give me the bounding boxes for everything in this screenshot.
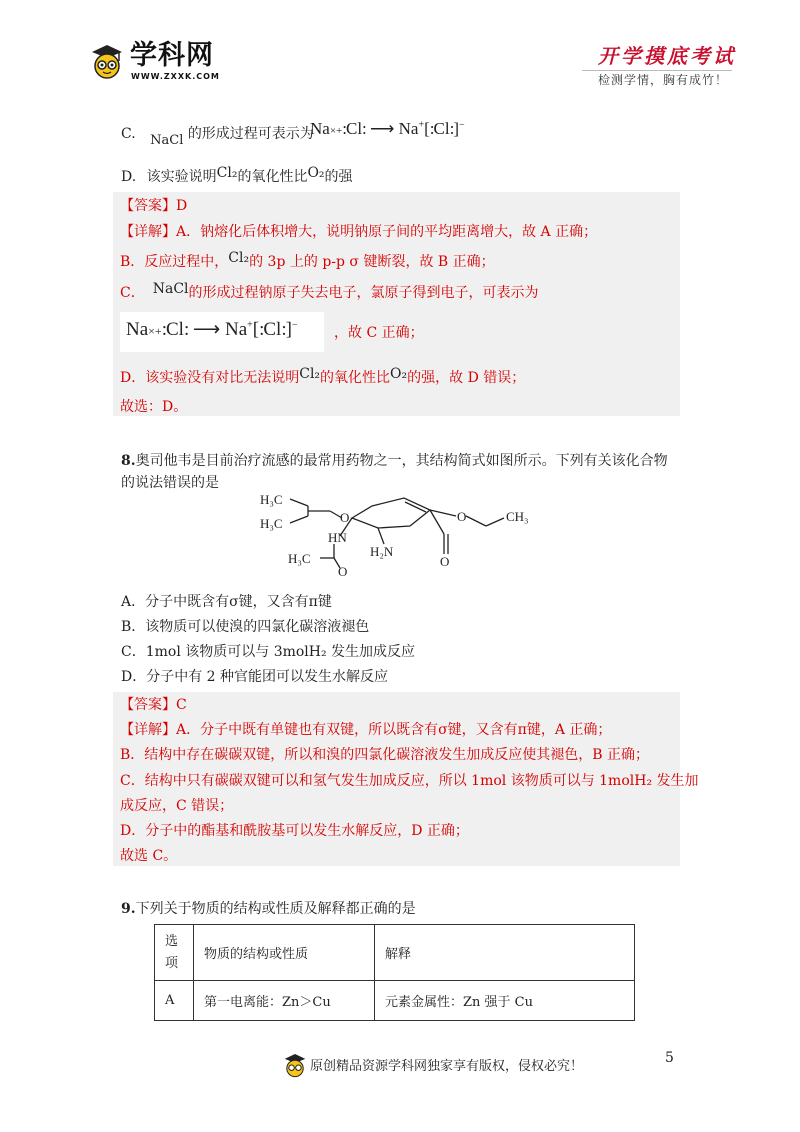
q7-detail-a: 【详解】A．钠熔化后体积增大，说明钠原子间的平均距离增大，故 A 正确； — [120, 224, 598, 240]
label-h3c-3: H₃C — [288, 551, 311, 566]
label-h3c-2: H₃C — [260, 516, 283, 531]
label-o-ether: O — [340, 510, 350, 525]
page-number: 5 — [665, 1050, 674, 1066]
q8-option-d: D．分子中有 2 种官能团可以发生水解反应 — [121, 669, 389, 685]
q7-option-d: D. 该实验说明Cl₂的氧化性比O₂的强 — [121, 165, 353, 185]
q8-option-c: C．1mol 该物质可以与 3molH₂ 发生加成反应 — [121, 644, 416, 660]
table-header-row — [155, 925, 635, 981]
q9-stem: 9.下列关于物质的结构或性质及解释都正确的是 — [121, 901, 416, 917]
q7-answer: 【答案】D — [120, 198, 188, 214]
header-cell-property: 物质的结构或性质 — [194, 925, 375, 981]
footer-copyright: 原创精品资源学科网独家享有版权，侵权必究！ — [310, 1059, 584, 1074]
q8-detail-c: C．结构中只有碳碳双键可以和氢气发生加成反应，所以 1mol 该物质可以与 1molH₂ 发生加 — [120, 773, 699, 789]
oseltamivir-structure — [260, 488, 560, 576]
q7-detail-c: C． NaCl的形成过程钠原子失去电子，氯原子得到电子，可表示为 — [120, 281, 539, 301]
q7-conclusion: 故选：D。 — [120, 399, 188, 415]
q8-answer: 【答案】C — [120, 697, 187, 713]
q8-detail-c-cont: 成反应，C 错误； — [120, 798, 234, 814]
slogan-sub: 检测学情，胸有成竹！ — [598, 73, 729, 87]
slogan-title: 开学摸底考试 — [598, 44, 736, 68]
slogan-rule — [582, 70, 732, 71]
logo-mascot-icon — [88, 42, 126, 80]
logo-name: 学科网 — [130, 40, 214, 71]
q7-detail-d: D．该实验没有对比无法说明Cl₂的氧化性比O₂的强，故 D 错误； — [120, 366, 526, 386]
q8-option-a: A．分子中既含有σ键，又含有π键 — [121, 594, 332, 610]
formula-nacl-formation-2: Na×+:Cl: ⟶ Na+[:Cl:]− — [126, 319, 298, 340]
q7-option-c: C. NaCl 的形成过程可表示为 — [121, 126, 314, 148]
header-cell-option: 选 项 — [155, 925, 194, 981]
logo-url: WWW.ZXXK.COM — [131, 72, 220, 81]
label-o-amide: O — [338, 564, 348, 576]
footer-mascot-icon — [282, 1052, 308, 1078]
q9-table — [154, 924, 635, 1021]
q8-detail-b: B．结构中存在碳碳双键，所以和溴的四氯化碳溶液发生加成反应使其褪色，B 正确； — [120, 747, 650, 763]
q8-stem: 8.奥司他韦是目前治疗流感的最常用药物之一，其结构简式如图所示。下列有关该化合物 的说法错误的是 — [121, 453, 668, 491]
label-o-carbonyl: O — [440, 554, 450, 569]
table-row: A 第一电离能：Zn＞Cu 元素金属性：Zn 强于 Cu — [155, 981, 635, 1021]
q8-conclusion: 故选 C。 — [120, 848, 178, 864]
header-cell-explanation: 解释 — [375, 925, 635, 981]
formula-nacl-formation-1: Na×+:Cl: ⟶ Na+[:Cl:]− — [310, 119, 465, 138]
q7-detail-c-end: ，故 C 正确； — [334, 325, 424, 341]
label-ch3: CH₃ — [506, 509, 529, 524]
label-hn: HN — [328, 530, 347, 545]
q7-detail-b: B．反应过程中，Cl₂的 3p 上的 p-p σ 键断裂，故 B 正确； — [120, 250, 495, 270]
label-o-ester: O — [457, 509, 467, 524]
header — [0, 0, 800, 100]
label-h3c-1: H₃C — [260, 492, 283, 507]
label-h2n: H₂N — [370, 544, 394, 559]
chem-nacl: NaCl — [150, 133, 184, 148]
arrow-icon: ⟶ — [192, 319, 225, 340]
q8-detail-d: D．分子中的酯基和酰胺基可以发生水解反应，D 正确； — [120, 823, 469, 839]
footer — [0, 1040, 800, 1100]
q8-detail-a: 【详解】A．分子中既有单键也有双键，所以既含有σ键，又含有π键，A 正确； — [120, 722, 612, 738]
q8-option-b: B．该物质可以使溴的四氯化碳溶液褪色 — [121, 619, 370, 635]
arrow-icon: ⟶ — [370, 119, 399, 138]
